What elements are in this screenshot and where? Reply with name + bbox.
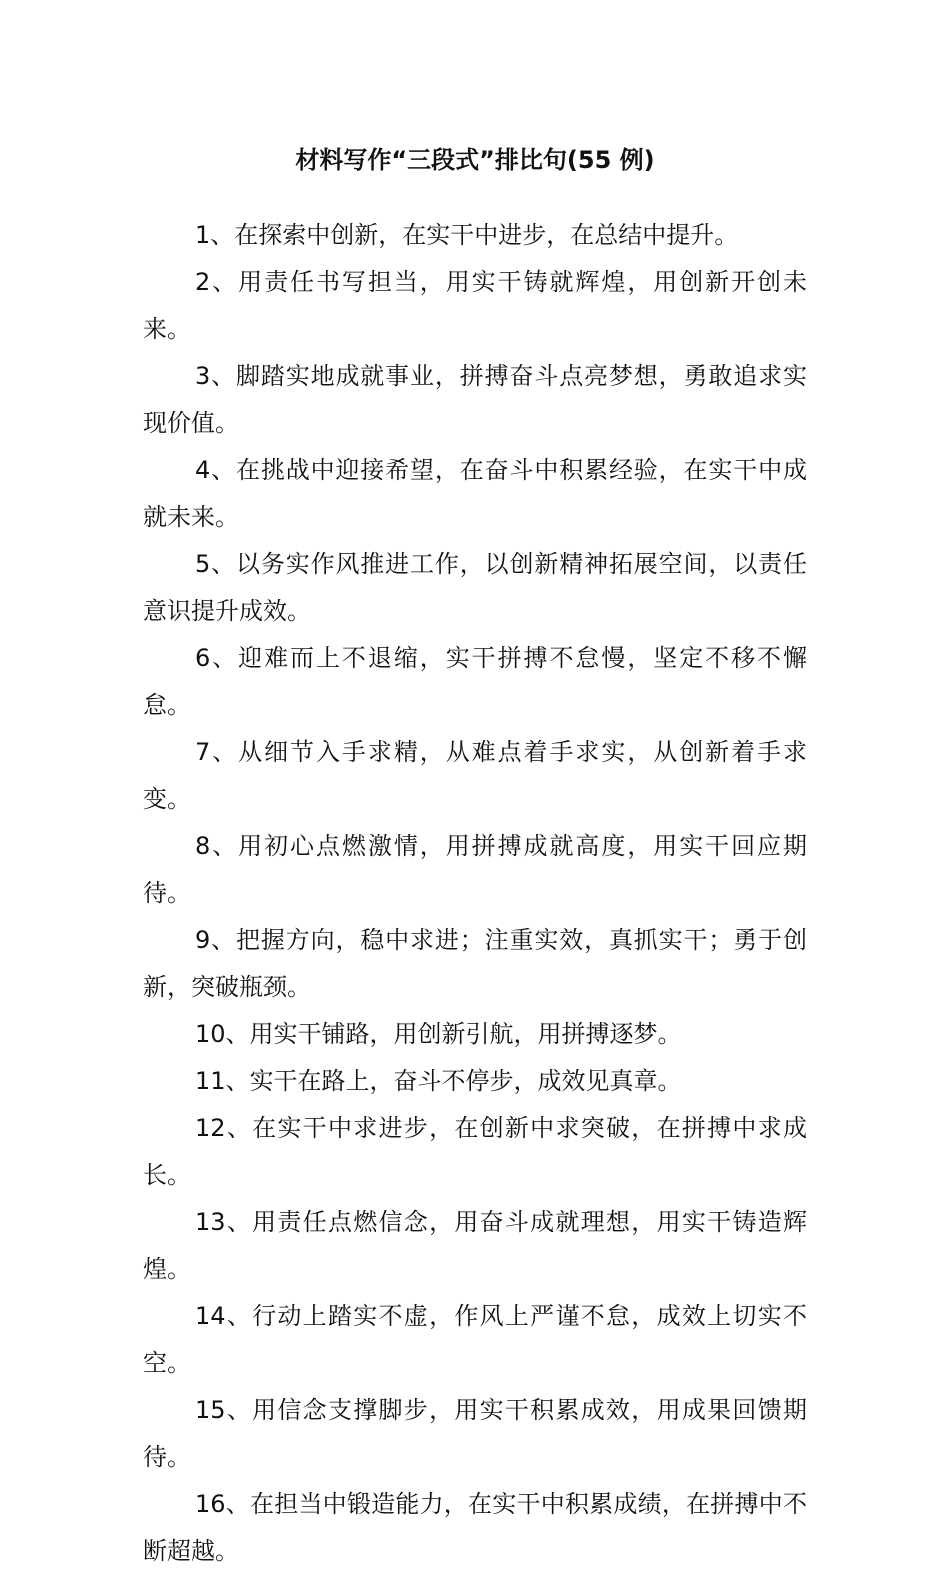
paragraph-11: 11、实干在路上，奋斗不停步，成效见真章。 xyxy=(195,1067,682,1095)
paragraph-7: 7、从细节入手求精，从难点着手求实，从创新着手求变。 xyxy=(143,738,807,813)
paragraph-3: 3、脚踏实地成就事业，拼搏奋斗点亮梦想，勇敢追求实现价值。 xyxy=(143,362,807,437)
paragraph-2: 2、用责任书写担当，用实干铸就辉煌，用创新开创未来。 xyxy=(143,268,807,343)
paragraph-16: 16、在担当中锻造能力，在实干中积累成绩，在拼搏中不断超越。 xyxy=(143,1490,807,1565)
paragraph-10: 10、用实干铺路，用创新引航，用拼搏逐梦。 xyxy=(195,1020,682,1048)
paragraph-9: 9、把握方向，稳中求进；注重实效，真抓实干；勇于创新，突破瓶颈。 xyxy=(143,926,807,1001)
paragraph-4: 4、在挑战中迎接希望，在奋斗中积累经验，在实干中成就未来。 xyxy=(143,456,807,531)
paragraph-8: 8、用初心点燃激情，用拼搏成就高度，用实干回应期待。 xyxy=(143,832,807,907)
paragraph-6: 6、迎难而上不退缩，实干拼搏不怠慢，坚定不移不懈怠。 xyxy=(143,644,807,719)
paragraph-5: 5、以务实作风推进工作，以创新精神拓展空间，以责任意识提升成效。 xyxy=(143,550,807,625)
paragraph-12: 12、在实干中求进步，在创新中求突破，在拼搏中求成长。 xyxy=(143,1114,807,1189)
document-title: 材料写作“三段式”排比句(55 例) xyxy=(295,146,655,174)
document-body xyxy=(143,212,807,1575)
paragraph-1: 1、在探索中创新，在实干中进步，在总结中提升。 xyxy=(195,221,739,249)
paragraph-13: 13、用责任点燃信念，用奋斗成就理想，用实干铸造辉煌。 xyxy=(143,1208,807,1283)
paragraph-14: 14、行动上踏实不虚，作风上严谨不怠，成效上切实不空。 xyxy=(143,1302,807,1377)
paragraph-15: 15、用信念支撑脚步，用实干积累成效，用成果回馈期待。 xyxy=(143,1396,807,1471)
